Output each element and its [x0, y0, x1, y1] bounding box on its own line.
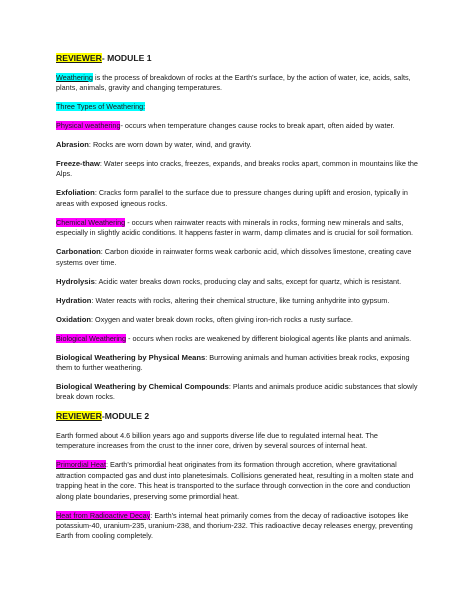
weathering-text: is the process of breakdown of rocks at the Earth's surface, by the action of water, ice, acids, salts, plants, animals, gravity and changing temperatures. — [56, 72, 411, 92]
oxidation — [56, 315, 418, 325]
carbonation-term: Carbonation — [56, 247, 101, 257]
freeze-thaw-term: Freeze-thaw — [56, 159, 100, 168]
module1-title-rest: - MODULE 1 — [101, 53, 152, 63]
primordial-term: Primordial Heat — [56, 460, 106, 470]
physical-weathering — [56, 121, 418, 131]
bio-physical — [56, 353, 418, 374]
oxidation-text: : Oxygen and water break down rocks, often giving iron-rich rocks a rusty surface. — [91, 314, 353, 324]
bio-physical-text: : Burrowing animals and human activities break rocks, exposing them to further weathering. — [56, 352, 410, 373]
bio-chemical-term: Biological Weathering by Chemical Compounds — [56, 382, 229, 392]
primordial-text: : Earth's primordial heat originates from its formation through accretion, where gravitational attraction compacted gas and dust into planetesimals. Collisions generated heat, resulting in a molten state and trapping heat in the core. This heat is transported to the surface through convection in the core and conduction along plate boundaries, preserving some primordial heat. — [56, 460, 414, 501]
chemical-term: Chemical Weathering — [56, 217, 126, 227]
module2-title-label: REVIEWER — [56, 411, 102, 422]
exfoliation — [56, 188, 418, 209]
radioactive-text: : Earth's internal heat primarily comes from the decay of radioactive isotopes like potassium-40, uranium-235, uranium-238, and thorium-232. This radioactive decay releases energy, preventing Earth from cooling completely. — [56, 510, 413, 541]
exfoliation-term: Exfoliation — [56, 188, 95, 198]
module1-title-label: REVIEWER — [56, 53, 102, 63]
physical-text: - occurs when temperature changes cause rocks to break apart, often aided by water. — [120, 121, 395, 130]
oxidation-term: Oxidation — [56, 314, 92, 324]
freeze-thaw — [56, 159, 418, 180]
hydration-term: Hydration — [56, 295, 92, 305]
hydration — [56, 296, 418, 306]
primordial-heat — [56, 460, 418, 502]
types-heading — [56, 102, 418, 112]
physical-term: Physical weathering — [56, 121, 121, 130]
abrasion-text: : Rocks are worn down by water, wind, and gravity. — [88, 140, 252, 149]
weathering-definition — [56, 73, 418, 94]
radioactive-heat — [56, 511, 418, 542]
exfoliation-text: : Cracks form parallel to the surface due to pressure changes during uplift and erosion, typically in areas with exposed igneous rocks. — [56, 188, 408, 208]
bio-chemical-text: : Plants and animals produce acidic substances that slowly break down rocks. — [56, 382, 418, 402]
chemical-text: - occurs when rainwater reacts with minerals in rocks, forming new minerals and salts, especially in slightly acidic conditions. It happens faster in warm, damp climates and is crucial for soil formation. — [56, 217, 414, 238]
bio-chemical — [56, 382, 418, 403]
carbonation — [56, 247, 418, 268]
radioactive-term: Heat from Radioactive Decay — [56, 510, 151, 520]
weathering-term: Weathering — [56, 72, 93, 82]
biological-text: - occurs when rocks are weakened by different biological agents like plants and animals. — [126, 333, 412, 343]
hydration-text: : Water reacts with rocks, altering their chemical structure, like turning anhydrite into gypsum. — [91, 295, 390, 305]
hydrolysis — [56, 277, 418, 287]
module2-title — [56, 411, 418, 422]
hydrolysis-term: Hydrolysis — [56, 276, 95, 286]
module2-intro: Earth formed about 4.6 billion years ago and supports diverse life due to regulated internal heat. The temperature increases from the crust to the inner core, driven by several sources of internal heat. — [56, 431, 378, 451]
biological-weathering — [56, 334, 418, 344]
module1-title — [56, 53, 418, 64]
bio-physical-term: Biological Weathering by Physical Means — [56, 352, 206, 362]
hydrolysis-text: : Acidic water breaks down rocks, producing clay and salts, except for quartz, which is resistant. — [94, 276, 402, 286]
module2-title-rest: -MODULE 2 — [101, 411, 150, 422]
freeze-thaw-text: : Water seeps into cracks, freezes, expands, and breaks rocks apart, common in mountains like the Alps. — [56, 159, 418, 179]
biological-term: Biological Weathering — [56, 333, 126, 343]
chemical-weathering — [56, 218, 418, 239]
abrasion — [56, 140, 418, 150]
abrasion-term: Abrasion — [56, 140, 89, 149]
carbonation-text: : Carbon dioxide in rainwater forms weak carbonic acid, which dissolves limestone, creating cave systems over time. — [56, 247, 412, 267]
types-heading-text: Three Types of Weathering: — [56, 102, 146, 111]
